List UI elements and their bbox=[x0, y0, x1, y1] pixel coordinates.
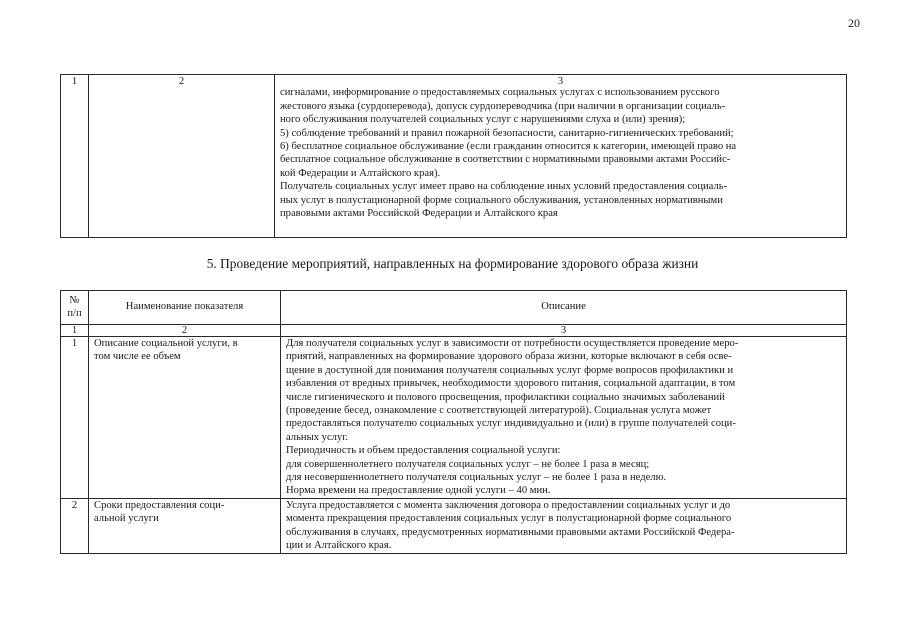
text-line: 6) бесплатное социальное обслуживание (если гражданин относится к категории, имеющей право на bbox=[280, 141, 737, 153]
text-line: жестового языка (сурдоперевода), допуск сурдопереводчика (при наличии в организации социаль- bbox=[280, 100, 726, 112]
row-name bbox=[89, 499, 280, 526]
text-line: альной услуги bbox=[94, 513, 159, 525]
header-name bbox=[89, 291, 281, 325]
column-number-2: 2 bbox=[178, 76, 185, 87]
row-name bbox=[89, 337, 280, 364]
text-line: для совершеннолетнего получателя социальных услуг – не более 1 раза в месяц; bbox=[286, 458, 650, 470]
text-line: ции и Алтайского края. bbox=[286, 540, 392, 552]
row-number: 1 bbox=[71, 338, 78, 349]
text-line: Норма времени на предоставление одной услуги – 40 мин. bbox=[286, 485, 551, 497]
text-line: предоставляться получателю социальных услуг индивидуально и (или) в группе получателей соци- bbox=[286, 418, 736, 430]
text-line: альных услуг. bbox=[286, 431, 349, 443]
header-desc bbox=[281, 291, 847, 325]
column-number-3: 3 bbox=[560, 325, 567, 336]
text-line: для несовершеннолетнего получателя социальных услуг – не более 1 раза в неделю. bbox=[286, 472, 667, 484]
column-number-3: 3 bbox=[557, 76, 564, 87]
text-line: правовыми актами Российской Федерации и Алтайского края bbox=[280, 208, 558, 220]
column-number-1: 1 bbox=[71, 76, 78, 87]
col1-cell bbox=[61, 75, 89, 238]
row-description bbox=[281, 499, 846, 553]
continuation-text bbox=[275, 86, 846, 220]
page-number: 20 bbox=[848, 16, 860, 30]
text-line: Сроки предоставления соци- bbox=[94, 499, 225, 511]
text-line: приятий, направленных на формирование здорового образа жизни, которые включают в себя осве- bbox=[286, 351, 732, 363]
column-number-1: 1 bbox=[71, 325, 78, 336]
text-line: момента прекращения предоставления социальных услуг в полустационарной форме социального bbox=[286, 513, 732, 525]
header-name-label: Наименование показателя bbox=[125, 301, 244, 312]
column-number-2: 2 bbox=[181, 325, 188, 336]
col2-cell bbox=[89, 75, 275, 238]
text-line: ного обслуживания получателей социальных услуг с нарушениями слуха и (или) зрения); bbox=[280, 114, 686, 126]
text-line: числе гигиенического и полового просвещения, профилактики социально значимых заболеваний bbox=[286, 391, 725, 403]
continuation-table bbox=[60, 74, 847, 238]
text-line: Получатель социальных услуг имеет право на соблюдение иных условий предоставления социаль- bbox=[280, 181, 728, 193]
table-row bbox=[61, 498, 847, 553]
table-header-row bbox=[61, 291, 847, 325]
section-title: 5. Проведение мероприятий, направленных на формирование здорового образа жизни bbox=[206, 256, 699, 271]
services-table bbox=[60, 290, 847, 554]
text-line: том числе ее объем bbox=[94, 351, 181, 363]
text-line: Для получателя социальных услуг в зависимости от потребности осуществляется проведение меро- bbox=[286, 338, 739, 349]
column-number-row bbox=[61, 325, 847, 337]
text-line: (проведение бесед, ознакомление с соответствующей литературой). Социальная услуга может bbox=[286, 405, 712, 417]
text-line: сигналами, информирование о предоставляемых социальных услугах с использованием русского bbox=[280, 87, 720, 99]
text-line: Периодичность и объем предоставления социальной услуги: bbox=[286, 445, 561, 457]
col3-cell bbox=[275, 75, 847, 238]
text-line: ных услуг в полустационарной форме социального обслуживания, установленных нормативными bbox=[280, 194, 723, 206]
text-line: избавления от вредных привычек, необходимости здорового питания, социальной адаптации, в том bbox=[286, 378, 736, 390]
header-desc-label: Описание bbox=[541, 301, 586, 312]
row-number: 2 bbox=[71, 499, 78, 511]
text-line: 5) соблюдение требований и правил пожарной безопасности, санитарно-гигиенических требований; bbox=[280, 127, 734, 139]
text-line: щение в доступной для понимания получателя социальных услуг форме вопросов профилактики и bbox=[286, 364, 734, 376]
text-line: обслуживания в случаях, предусмотренных нормативными правовыми актами Российской Федера- bbox=[286, 526, 735, 538]
text-line: кой Федерации и Алтайского края). bbox=[280, 167, 441, 179]
text-line: бесплатное социальное обслуживание в соответствии с нормативными правовыми актами Российс- bbox=[280, 154, 731, 166]
row-description bbox=[281, 337, 846, 498]
header-num-line1: № bbox=[69, 295, 80, 306]
header-num-line2: п/п bbox=[67, 308, 82, 320]
table-row bbox=[61, 337, 847, 499]
text-line: Услуга предоставляется с момента заключения договора о предоставлении социальных услуг и до bbox=[286, 499, 731, 511]
header-num bbox=[61, 291, 89, 325]
text-line: Описание социальной услуги, в bbox=[94, 338, 238, 349]
